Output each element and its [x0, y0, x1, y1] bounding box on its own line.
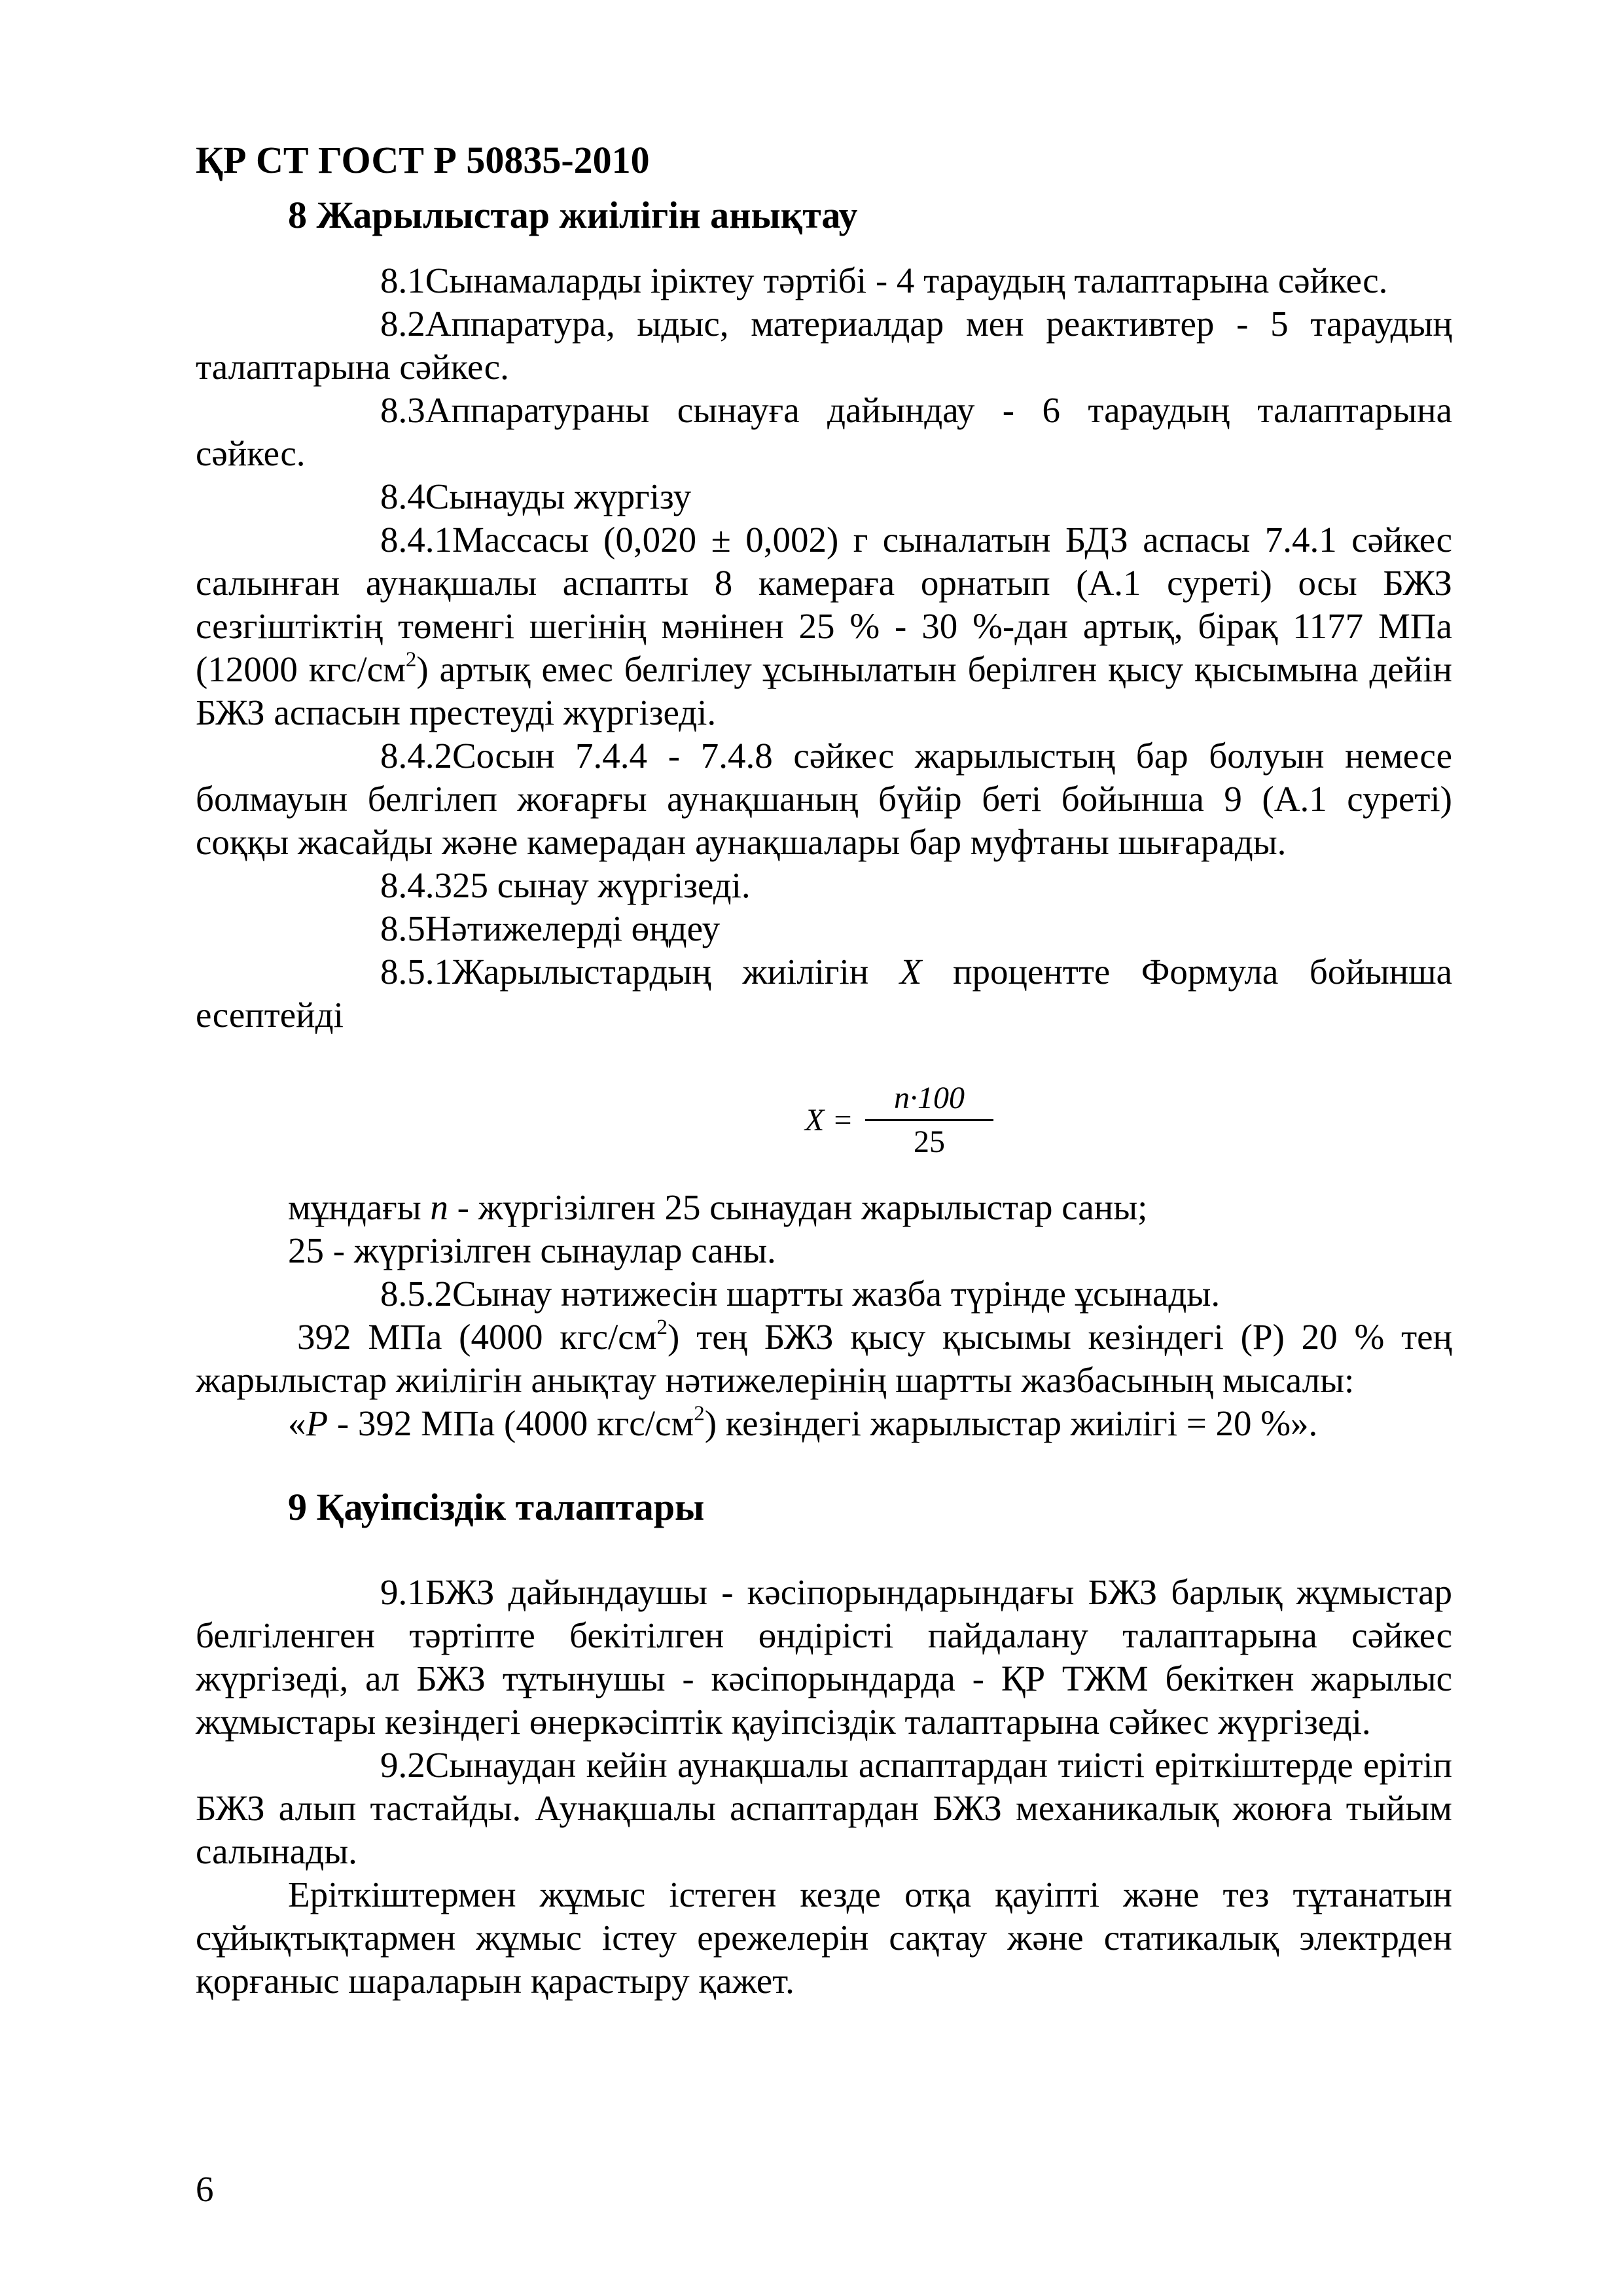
superscript: 2: [694, 1401, 705, 1426]
paragraph-8-4-2: [196, 734, 1452, 864]
clause-text: Жарылыстардың жиілігін: [452, 952, 869, 992]
clause-number: 8.1: [380, 260, 425, 300]
where-text: - жүргізілген 25 сынаудан жарылыстар саны;: [457, 1187, 1148, 1227]
where-25-line: 25 - жүргізілген сынаулар саны.: [288, 1230, 776, 1270]
variable-n: n: [430, 1187, 448, 1227]
clause-text: Нәтижелерді өңдеу: [425, 908, 721, 948]
paragraph-8-5: [196, 907, 1452, 950]
clause-text: 25 сынау жүргізеді.: [452, 865, 751, 905]
clause-number: 8.4.2: [380, 736, 452, 776]
clause-text: Аппаратураны сынауға дайындау - 6 тараудың талаптарына сәйкес.: [196, 390, 1452, 473]
example-quote: [288, 1402, 1452, 1445]
clause-number: 8.3: [380, 390, 425, 430]
clause-number: 8.5: [380, 908, 425, 948]
clause-text: Сосын 7.4.4 - 7.4.8 сәйкес жарылыстың бар болуын немесе болмауын белгілеп жоғарғы аунақшаның бүйір беті бойынша 9 (А.1 суреті) соққы жасайды және камерадан аунақшалары бар муфтаны шығарады.: [196, 736, 1452, 862]
example-paragraph: [196, 1316, 1452, 1402]
where-label: мұндағы: [288, 1187, 421, 1227]
paragraph-9-1: [196, 1571, 1452, 1744]
superscript: 2: [656, 1315, 668, 1339]
clause-number: 8.4.3: [380, 865, 452, 905]
quote-text-cont: ) кезіндегі жарылыстар жиілігі = 20 %».: [704, 1403, 1318, 1443]
clause-text: Аппаратура, ыдыс, материалдар мен реактивтер - 5 тараудың талаптарына сәйкес.: [196, 304, 1452, 387]
clause-number: 8.5.1: [380, 952, 452, 992]
clause-text: Сынамаларды іріктеу тәртібі - 4 тараудың талаптарына сәйкес.: [425, 260, 1388, 300]
quote-open: «: [288, 1403, 306, 1443]
formula-denominator: 25: [914, 1124, 945, 1159]
paragraph-8-5-1: [196, 950, 1452, 1037]
section-9-title: 9 Қауіпсіздік талаптары: [288, 1486, 705, 1528]
clause-text: БЖЗ дайындаушы - кәсіпорындарындағы БЖЗ барлық жұмыстар белгіленген тәртіпте бекітілген өндірісті пайдалану талаптарына сәйкес жүргізеді, ал БЖЗ тұтынушы - кәсіпорындарда - ҚР ТЖМ бекіткен жарылыс жұмыстары кезіндегі өнеркәсіптік қауіпсіздік талаптарына сәйкес жүргізеді.: [196, 1572, 1452, 1742]
paragraph-8-2: [196, 302, 1452, 389]
formula-lhs: X =: [805, 1103, 853, 1138]
clause-text: Сынауды жүргізу: [425, 476, 692, 516]
paragraph-8-4-1: [196, 518, 1452, 734]
paragraph-8-5-2: [196, 1272, 1452, 1316]
clause-text: Сынаудан кейін аунақшалы аспаптардан тиісті еріткіштерде ерітіп БЖЗ алып тастайды. Аунақшалы аспаптардан БЖЗ механикалық жоюға тыйым салынады.: [196, 1745, 1452, 1871]
paragraph-9-3: Еріткіштермен жұмыс істеген кезде отқа қауіпті және тез тұтанатын сұйықтықтармен жұмыс істеу ережелерін сақтау және статикалық электрден қорғаныс шараларын қарастыру қажет.: [196, 1874, 1452, 2001]
formula-fraction: [865, 1080, 993, 1160]
paragraph-8-4: [196, 475, 1452, 518]
clause-number: 9.1: [380, 1572, 425, 1612]
section-8-title: 8 Жарылыстар жиілігін анықтау: [288, 194, 858, 236]
clause-number: 9.2: [380, 1745, 425, 1785]
example-text-cont: ) тең БЖЗ қысу қысымы кезіндегі (Р) 20 % тең жарылыстар жиілігін анықтау нәтижелерінің шартты жазбасының мысалы:: [196, 1317, 1452, 1400]
clause-text: Сынау нәтижесін шартты жазба түрінде ұсынады.: [452, 1274, 1221, 1314]
superscript: 2: [405, 647, 417, 672]
example-text: 392 МПа (4000 кгс/см: [297, 1317, 657, 1357]
paragraph-9-2: [196, 1744, 1452, 1873]
clause-text-cont: ) артық емес белгілеу ұсынылатын берілген қысу қысымына дейін БЖЗ аспасын престеуді жүргізеді.: [196, 649, 1452, 732]
variable-x: X: [899, 952, 922, 992]
where-n-line: [288, 1186, 1452, 1229]
formula-numerator-text: n·100: [894, 1081, 965, 1115]
variable-p: Р: [306, 1403, 329, 1443]
clause-number: 8.5.2: [380, 1274, 452, 1314]
clause-text-cont: процентте Формула бойынша есептейді: [196, 952, 1452, 1035]
quote-text: - 392 МПа (4000 кгс/см: [328, 1403, 694, 1443]
clause-number: 8.2: [380, 304, 425, 344]
clause-number: 8.4: [380, 476, 425, 516]
formula-numerator: [865, 1080, 993, 1121]
clause-number: 8.4.1: [380, 520, 452, 560]
clause-text: Массасы (0,020 ± 0,002) г сыналатын БДЗ аспасы 7.4.1 сәйкес салынған аунақшалы аспапты 8 камераға орнатып (А.1 суреті) осы БЖЗ сезгіштіктің төменгі шегінің мәнінен 25 % - 30 %-дан артық, бірақ 1177 МПа (12000 кгс/см: [196, 520, 1452, 689]
paragraph-8-4-3: [196, 864, 1452, 907]
document-header: ҚР СТ ГОСТ Р 50835-2010: [196, 139, 650, 181]
page-number: 6: [196, 2169, 214, 2209]
paragraph-8-1: [196, 259, 1452, 302]
paragraph-8-3: [196, 389, 1452, 475]
